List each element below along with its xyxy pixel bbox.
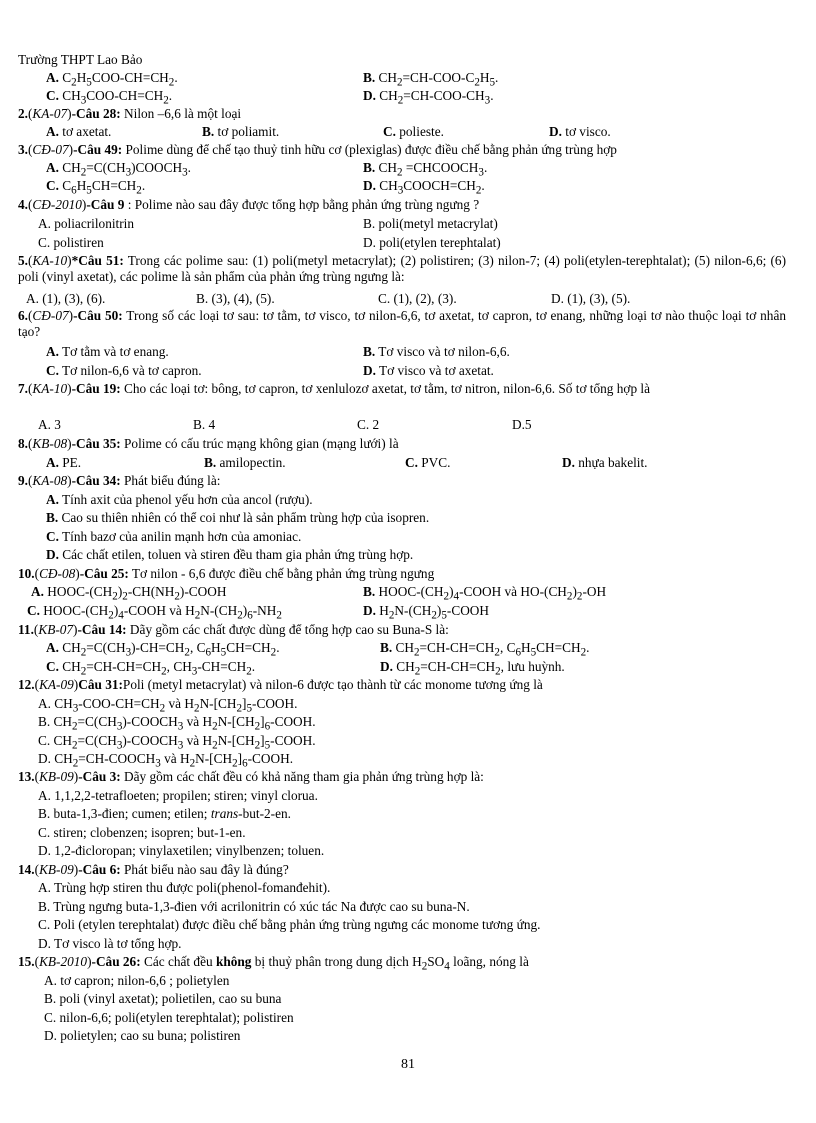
q15-option-a: A. tơ capron; nilon-6,6 ; polietylen — [44, 973, 230, 988]
q10-option-c: C. HOOC-$(CH_2)_4$-COOH và $H_2N-(CH_2)_6-NH_2$ — [27, 603, 282, 622]
q8-option-a: A. PE. — [46, 455, 82, 470]
q9-option-c: C. Tính bazơ của anilin mạnh hơn của amoniac. — [46, 529, 302, 544]
q4-stem: 4.(CĐ-2010)-Câu 9 : Polime nào sau đây được tổng hợp bằng phản ứng trùng ngưng ? — [18, 197, 480, 212]
q13-option-a: A. 1,1,2,2-tetrafloeten; propilen; stiren; vinyl clorua. — [38, 788, 318, 803]
q9-option-a: A. Tính axit của phenol yếu hơn của ancol (rượu). — [46, 492, 313, 507]
q5-option-b: B. (3), (4), (5). — [196, 291, 275, 306]
q10-option-a: A. HOOC-$(CH_2)_2-CH(NH_2)$-COOH — [31, 584, 227, 603]
q4-option-c: C. polistiren — [38, 235, 104, 250]
q8-option-c: C. PVC. — [405, 455, 451, 470]
q15-stem: 15.(KB-2010)-Câu 26: Các chất đều không bị thuỷ phân trong dung dịch $H_2SO_4$ loãng, nóng là — [18, 954, 529, 973]
q6-option-b: B. Tơ visco và tơ nilon-6,6. — [363, 344, 510, 359]
q3-option-a: A. $CH_2=C(CH_3)COOCH_3$. — [46, 160, 191, 179]
q8-stem: 8.(KB-08)-Câu 35: Polime có cấu trúc mạng không gian (mạng lưới) là — [18, 436, 399, 451]
q13-stem: 13.(KB-09)-Câu 3: Dãy gồm các chất đều có khả năng tham gia phản ứng trùng hợp là: — [18, 769, 484, 784]
q2-option-c: C. polieste. — [383, 124, 444, 139]
q4-option-d: D. poli(etylen terephtalat) — [363, 235, 501, 250]
q3-option-d: D. $CH_3COOCH=CH_2$. — [363, 178, 485, 197]
q14-option-d: D. Tơ visco là tơ tổng hợp. — [38, 936, 182, 951]
page-number: 81 — [401, 1057, 415, 1072]
q4-option-a: A. poliacrilonitrin — [38, 216, 135, 231]
q9-stem: 9.(KA-08)-Câu 34: Phát biểu đúng là: — [18, 473, 221, 488]
q11-stem: 11.(KB-07)-Câu 14: Dãy gồm các chất được dùng để tổng hợp cao su Buna-S là: — [18, 622, 449, 637]
q10-option-b: B. HOOC-$(CH_2)_4$-COOH và $HO-(CH_2)_2-OH$ — [363, 584, 607, 603]
header-school-name: Trường THPT Lao Bảo — [18, 52, 143, 67]
q2-option-b: B. tơ poliamit. — [202, 124, 280, 139]
q9-option-b: B. Cao su thiên nhiên có thể coi như là sản phẩm trùng hợp của isopren. — [46, 510, 430, 525]
q2-option-a: A. tơ axetat. — [46, 124, 112, 139]
q1-option-b: B. $CH_2=CH-COO-C_2H_5$. — [363, 70, 499, 89]
q5-option-d: D. (1), (3), (5). — [551, 291, 631, 306]
q14-option-a: A. Trùng hợp stiren thu được poli(phenol-fomanđehit). — [38, 880, 331, 895]
q6-option-c: C. Tơ nilon-6,6 và tơ capron. — [46, 363, 202, 378]
q12-stem: 12.(KA-09)Câu 31:Poli (metyl metacrylat) và nilon-6 được tạo thành từ các monome tương ứng là — [18, 677, 543, 692]
q3-option-b: B. $CH_2$ $=CHCOOCH_3$. — [363, 160, 488, 179]
q15-option-d: D. polietylen; cao su buna; polistiren — [44, 1028, 241, 1043]
q12-option-d: D. $CH_2=CH-COOCH_3$ và $H_2N-[CH_2]_6$-COOH. — [38, 751, 294, 770]
q11-option-c: C. $CH_2=CH-CH=CH_2$, $CH_3-CH=CH_2$. — [46, 659, 256, 678]
q9-option-d: D. Các chất etilen, toluen và stiren đều tham gia phản ứng trùng hợp. — [46, 547, 414, 562]
q4-option-b: B. poli(metyl metacrylat) — [363, 216, 498, 231]
q8-option-b: B. amilopectin. — [204, 455, 286, 470]
q3-stem: 3.(CĐ-07)-Câu 49: Polime dùng để chế tạo thuỷ tinh hữu cơ (plexiglas) được điều chế bằng phản ứng trùng hợp — [18, 142, 617, 157]
q5-option-c: C. (1), (2), (3). — [378, 291, 457, 306]
q10-option-d: D. $H_2N-(CH_2)_5$-COOH — [363, 603, 489, 622]
q1-option-a: A. $C_2H_5COO-CH=CH_2$. — [46, 70, 178, 89]
q5-stem: 5.(KA-10)*Câu 51: Trong các polime sau: (1) poli(metyl metacrylat); (2) polistiren; (3) nilon-7; (4) poli(etylen-terephtalat); (5) nilon-6,6; (6) poli (vinyl axetat), các polime là sản phẩm của phản ứng trùng ngưng là: — [18, 253, 786, 284]
q7-option-b: B. 4 — [193, 417, 216, 432]
q14-option-b: B. Trùng ngưng buta-1,3-đien với acrilonitrin có xúc tác Na được cao su buna-N. — [38, 899, 470, 914]
q7-option-d: D.5 — [512, 417, 532, 432]
q11-option-d: D. $CH_2=CH-CH=CH_2$, lưu huỳnh. — [380, 659, 565, 678]
q7-option-c: C. 2 — [357, 417, 380, 432]
q12-option-b: B. $CH_2=C(CH_3)-COOCH_3$ và $H_2N-[CH_2]_6$-COOH. — [38, 714, 316, 733]
q14-stem: 14.(KB-09)-Câu 6: Phát biểu nào sau đây là đúng? — [18, 862, 289, 877]
q15-option-c: C. nilon-6,6; poli(etylen terephtalat); polistiren — [44, 1010, 294, 1025]
q2-option-d: D. tơ visco. — [549, 124, 611, 139]
q13-option-c: C. stiren; clobenzen; isopren; but-1-en. — [38, 825, 246, 840]
q13-option-b: B. buta-1,3-đien; cumen; etilen; trans-but-2-en. — [38, 806, 291, 821]
q6-option-a: A. Tơ tằm và tơ enang. — [46, 344, 169, 359]
q6-stem: 6.(CĐ-07)-Câu 50: Trong số các loại tơ sau: tơ tằm, tơ visco, tơ nilon-6,6, tơ axetat, tơ capron, tơ enang, những loại tơ nào thuộc loại tơ nhân tạo? — [18, 308, 786, 339]
q12-option-c: C. $CH_2=C(CH_3)-COOCH_3$ và $H_2N-[CH_2]_5$-COOH. — [38, 733, 316, 752]
q1-option-c: C. $CH_3COO-CH=CH_2$. — [46, 88, 173, 107]
q15-option-b: B. poli (vinyl axetat); polietilen, cao su buna — [44, 991, 282, 1006]
q13-option-d: D. 1,2-đicloropan; vinylaxetilen; vinylbenzen; toluen. — [38, 843, 325, 858]
q3-option-c: C. $C_6H_5CH=CH_2$. — [46, 178, 146, 197]
q7-stem: 7.(KA-10)-Câu 19: Cho các loại tơ: bông, tơ capron, tơ xenlulozơ axetat, tơ tằm, tơ nitron, nilon-6,6. Số tơ tổng hợp là — [18, 381, 651, 396]
q8-option-d: D. nhựa bakelit. — [562, 455, 648, 470]
q6-option-d: D. Tơ visco và tơ axetat. — [363, 363, 494, 378]
q2-stem: 2.(KA-07)-Câu 28: Nilon –6,6 là một loại — [18, 106, 242, 121]
q5-option-a: A. (1), (3), (6). — [26, 291, 106, 306]
q11-option-b: B. $CH_2=CH-CH=CH_2$, $C_6H_5CH=CH_2$. — [380, 640, 590, 659]
q14-option-c: C. Poli (etylen terephtalat) được điều chế bằng phản ứng trùng ngưng các monome tương ứng. — [38, 917, 541, 932]
q7-option-a: A. 3 — [38, 417, 61, 432]
q1-option-d: D. $CH_2=CH-COO-CH_3$. — [363, 88, 494, 107]
q10-stem: 10.(CĐ-08)-Câu 25: Tơ nilon - 6,6 được điều chế bằng phản ứng trùng ngưng — [18, 566, 435, 581]
q12-option-a: A. $CH_3-COO-CH=CH_2$ và $H_2N-[CH_2]_5$-COOH. — [38, 696, 298, 715]
q11-option-a: A. $CH_2=C(CH_3)-CH=CH_2$, $C_6H_5CH=CH_2$. — [46, 640, 280, 659]
